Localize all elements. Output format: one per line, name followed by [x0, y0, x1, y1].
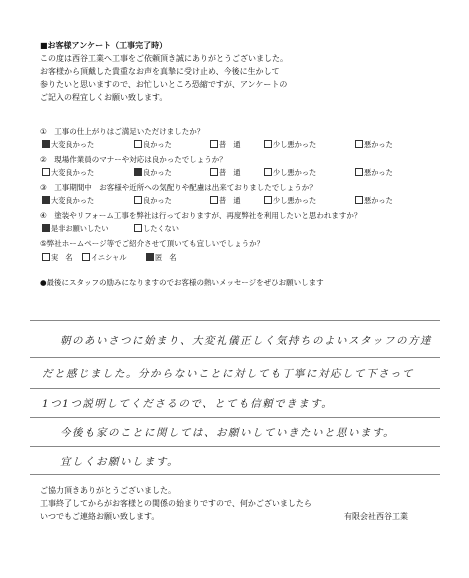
checkbox-icon	[355, 196, 363, 204]
q4-option-2[interactable]: したくない	[134, 224, 179, 234]
divider-line	[30, 474, 440, 475]
survey-title: ■お客様アンケート（工事完了時）	[40, 41, 168, 50]
q4-option-1[interactable]: 是非お願いしたい	[42, 224, 109, 234]
checkbox-icon	[264, 196, 272, 204]
checkbox-icon	[355, 168, 363, 176]
q1-option-1[interactable]: 大変良かった	[42, 140, 94, 150]
intro-line-2: お客様から頂戴した貴重なお声を真摯に受け止め、今後に生かして	[40, 67, 280, 76]
checkbox-icon	[42, 253, 50, 261]
q3-option-5[interactable]: 悪かった	[355, 196, 393, 206]
q2-option-3[interactable]: 普 通	[210, 168, 241, 178]
q2-option-1[interactable]: 大変良かった	[42, 168, 94, 178]
question-5: ⑤弊社ホームページ等でご紹介させて頂いても宜しいでしょうか？	[40, 239, 265, 248]
q1-option-5[interactable]: 悪かった	[355, 140, 393, 150]
checkbox-icon	[210, 168, 218, 176]
checkbox-checked-icon	[42, 140, 50, 148]
q5-option-2[interactable]: イニシャル	[82, 253, 127, 263]
checkbox-checked-icon	[42, 224, 50, 232]
q2-option-5[interactable]: 悪かった	[355, 168, 393, 178]
q1-option-2[interactable]: 良かった	[134, 140, 172, 150]
checkbox-icon	[264, 140, 272, 148]
checkbox-icon	[42, 168, 50, 176]
q3-option-4[interactable]: 少し悪かった	[264, 196, 316, 206]
q2-option-4[interactable]: 少し悪かった	[264, 168, 316, 178]
message-line-3: 1つ1つ説明してくださるので、とても信頼できます。	[42, 398, 334, 410]
footer-line-2: 工事終了してからがお客様との関係の始まりですので、何かございましたら	[40, 499, 312, 508]
question-4: ④ 塗装やリフォーム工事を弊社は行っておりますが、再度弊社を利用したいと思われますか？	[40, 211, 362, 220]
message-line-1: 朝のあいさつに始まり、大変礼儀正しく気持ちのよいスタッフの方達	[60, 335, 432, 347]
message-line-2: だと感じました。分からないことに対しても丁寧に対応して下さって	[42, 368, 414, 380]
checkbox-checked-icon	[134, 168, 142, 176]
checkbox-icon	[210, 196, 218, 204]
question-3: ③ 工事期間中 お客様や近所への気配りや配慮は出来ておりましたでしょうか？	[40, 183, 317, 192]
divider-line	[30, 388, 440, 389]
intro-line-1: この度は西谷工業へ工事をご依頼頂き誠にありがとうございました。	[40, 54, 288, 63]
q5-option-1[interactable]: 実 名	[42, 253, 73, 263]
checkbox-icon	[134, 224, 142, 232]
checkbox-icon	[134, 196, 142, 204]
q3-option-3[interactable]: 普 通	[210, 196, 241, 206]
checkbox-icon	[134, 140, 142, 148]
message-line-4: 今後も家のことに関しては、お願いしていきたいと思います。	[60, 427, 396, 439]
q1-option-3[interactable]: 普 通	[210, 140, 241, 150]
checkbox-icon	[82, 253, 90, 261]
checkbox-checked-icon	[42, 196, 50, 204]
q2-option-2[interactable]: 良かった	[134, 168, 172, 178]
company-name: 有限会社西谷工業	[344, 512, 408, 521]
message-line-5: 宜しくお願いします。	[60, 456, 180, 468]
message-prompt: ●最後にスタッフの励みになりますのでお客様の熱いメッセージをぜひお願いします	[40, 278, 324, 287]
checkbox-icon	[355, 140, 363, 148]
divider-line	[30, 446, 440, 447]
intro-line-3: 参りたいと思いますので、お忙しいところ恐縮ですが、アンケートの	[40, 80, 288, 89]
footer-thanks: ご協力頂きありがとうございました。	[40, 486, 176, 495]
q3-option-1[interactable]: 大変良かった	[42, 196, 94, 206]
q1-option-4[interactable]: 少し悪かった	[264, 140, 316, 150]
question-2: ② 現場作業員のマナーや対応は良かったでしょうか？	[40, 155, 227, 164]
checkbox-checked-icon	[146, 253, 154, 261]
q5-option-3[interactable]: 匿 名	[146, 253, 177, 263]
intro-line-4: ご記入の程宜しくお願い致します。	[40, 93, 168, 102]
footer-line-3: いつでもご連絡お願い致します。	[40, 512, 160, 521]
checkbox-icon	[210, 140, 218, 148]
q3-option-2[interactable]: 良かった	[134, 196, 172, 206]
divider-line	[30, 320, 440, 321]
divider-line	[30, 417, 440, 418]
checkbox-icon	[264, 168, 272, 176]
divider-line	[30, 357, 440, 358]
question-1: ① 工事の仕上がりはご満足いただけましたか？	[40, 127, 205, 136]
